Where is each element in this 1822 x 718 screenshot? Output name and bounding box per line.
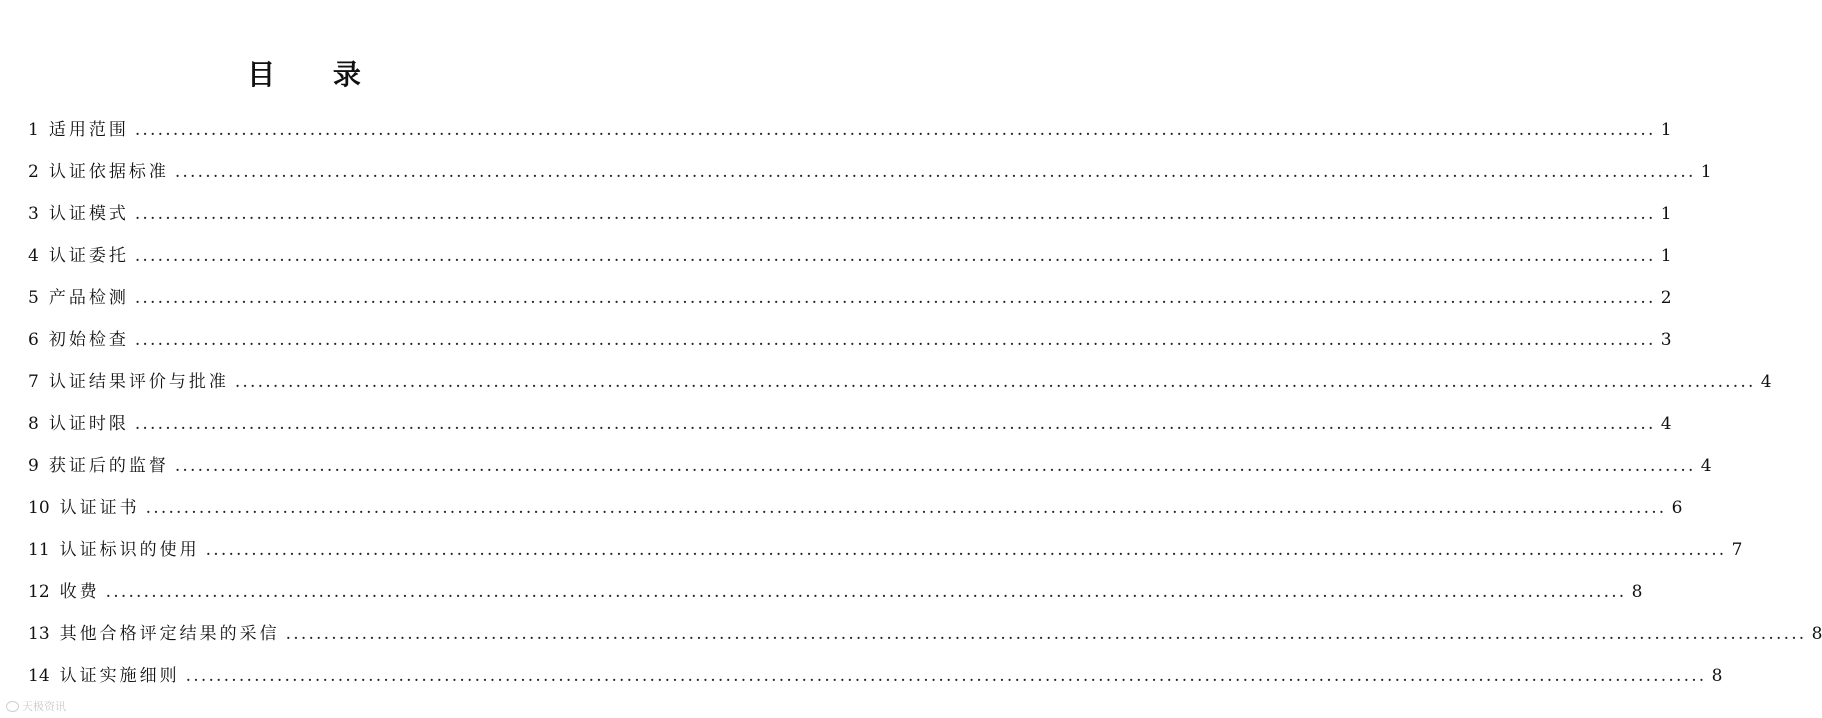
toc-dot-leader: ........................................................................................................................................................................................................ [134, 204, 1656, 224]
toc-entry[interactable] [28, 618, 1822, 660]
toc-entry-label: 初始检查 [48, 330, 129, 350]
toc-entry-page: 2 [1660, 288, 1672, 308]
toc-dot-leader: ........................................................................................................................................................................................................ [105, 582, 1627, 602]
toc-entry[interactable] [28, 492, 1683, 534]
toc-dot-leader: ........................................................................................................................................................................................................ [234, 372, 1756, 392]
toc-entry-number: 11 [28, 540, 50, 560]
toc-entry-number: 6 [28, 330, 39, 350]
toc-entry[interactable] [28, 576, 1643, 618]
toc-entry-label: 认证标识的使用 [59, 540, 200, 560]
toc-entry[interactable] [28, 324, 1672, 366]
toc-dot-leader: ........................................................................................................................................................................................................ [174, 456, 1696, 476]
toc-entry-label: 产品检测 [48, 288, 129, 308]
toc-entry-page: 8 [1811, 624, 1822, 644]
toc-entry-label: 认证实施细则 [59, 666, 180, 686]
toc-dot-leader: ........................................................................................................................................................................................................ [174, 162, 1696, 182]
toc-entry-number: 4 [28, 246, 39, 266]
toc-entry-label: 认证结果评价与批准 [48, 372, 229, 392]
toc-entry-page: 3 [1660, 330, 1672, 350]
toc-entry[interactable] [28, 282, 1672, 324]
table-of-contents [28, 114, 1822, 702]
toc-entry-page: 8 [1631, 582, 1643, 602]
toc-dot-leader: ........................................................................................................................................................................................................ [185, 666, 1707, 686]
toc-entry-page: 6 [1671, 498, 1683, 518]
toc-entry[interactable] [28, 240, 1672, 282]
toc-entry-number: 7 [28, 372, 39, 392]
toc-entry-page: 4 [1700, 456, 1712, 476]
toc-dot-leader: ........................................................................................................................................................................................................ [285, 624, 1807, 644]
toc-entry[interactable] [28, 660, 1723, 702]
toc-dot-leader: ........................................................................................................................................................................................................ [134, 330, 1656, 350]
toc-entry[interactable] [28, 450, 1712, 492]
toc-entry-number: 12 [28, 582, 50, 602]
toc-entry-number: 2 [28, 162, 39, 182]
toc-entry[interactable] [28, 114, 1672, 156]
toc-entry-page: 1 [1660, 120, 1672, 140]
toc-entry-page: 7 [1731, 540, 1743, 560]
toc-entry-label: 认证委托 [48, 246, 129, 266]
toc-dot-leader: ........................................................................................................................................................................................................ [134, 414, 1656, 434]
toc-entry-number: 9 [28, 456, 39, 476]
toc-dot-leader: ........................................................................................................................................................................................................ [205, 540, 1727, 560]
toc-entry-label: 认证模式 [48, 204, 129, 224]
toc-entry[interactable] [28, 408, 1672, 450]
toc-entry-label: 认证证书 [59, 498, 140, 518]
toc-entry-number: 14 [28, 666, 50, 686]
watermark-logo-icon [6, 701, 19, 712]
toc-entry-label: 认证依据标准 [48, 162, 169, 182]
toc-dot-leader: ........................................................................................................................................................................................................ [134, 120, 1656, 140]
toc-entry-number: 10 [28, 498, 50, 518]
toc-entry-label: 认证时限 [48, 414, 129, 434]
toc-entry-page: 8 [1711, 666, 1723, 686]
toc-entry[interactable] [28, 366, 1772, 408]
toc-entry-page: 4 [1760, 372, 1772, 392]
toc-entry-page: 1 [1660, 204, 1672, 224]
toc-entry[interactable] [28, 198, 1672, 240]
toc-entry[interactable] [28, 534, 1743, 576]
toc-entry-page: 1 [1660, 246, 1672, 266]
toc-dot-leader: ........................................................................................................................................................................................................ [134, 246, 1656, 266]
toc-entry-label: 收费 [59, 582, 100, 602]
toc-entry-label: 适用范围 [48, 120, 129, 140]
toc-entry-number: 13 [28, 624, 50, 644]
watermark [6, 698, 66, 714]
toc-dot-leader: ........................................................................................................................................................................................................ [145, 498, 1667, 518]
toc-entry-label: 其他合格评定结果的采信 [59, 624, 280, 644]
page-title: 目 录 [247, 57, 385, 91]
toc-entry-number: 8 [28, 414, 39, 434]
toc-entry-page: 1 [1700, 162, 1712, 182]
toc-entry-label: 获证后的监督 [48, 456, 169, 476]
toc-entry-page: 4 [1660, 414, 1672, 434]
toc-entry-number: 5 [28, 288, 39, 308]
toc-entry-number: 3 [28, 204, 39, 224]
watermark-text: 天极资讯 [22, 700, 66, 713]
toc-dot-leader: ........................................................................................................................................................................................................ [134, 288, 1656, 308]
toc-entry-number: 1 [28, 120, 39, 140]
toc-entry[interactable] [28, 156, 1712, 198]
